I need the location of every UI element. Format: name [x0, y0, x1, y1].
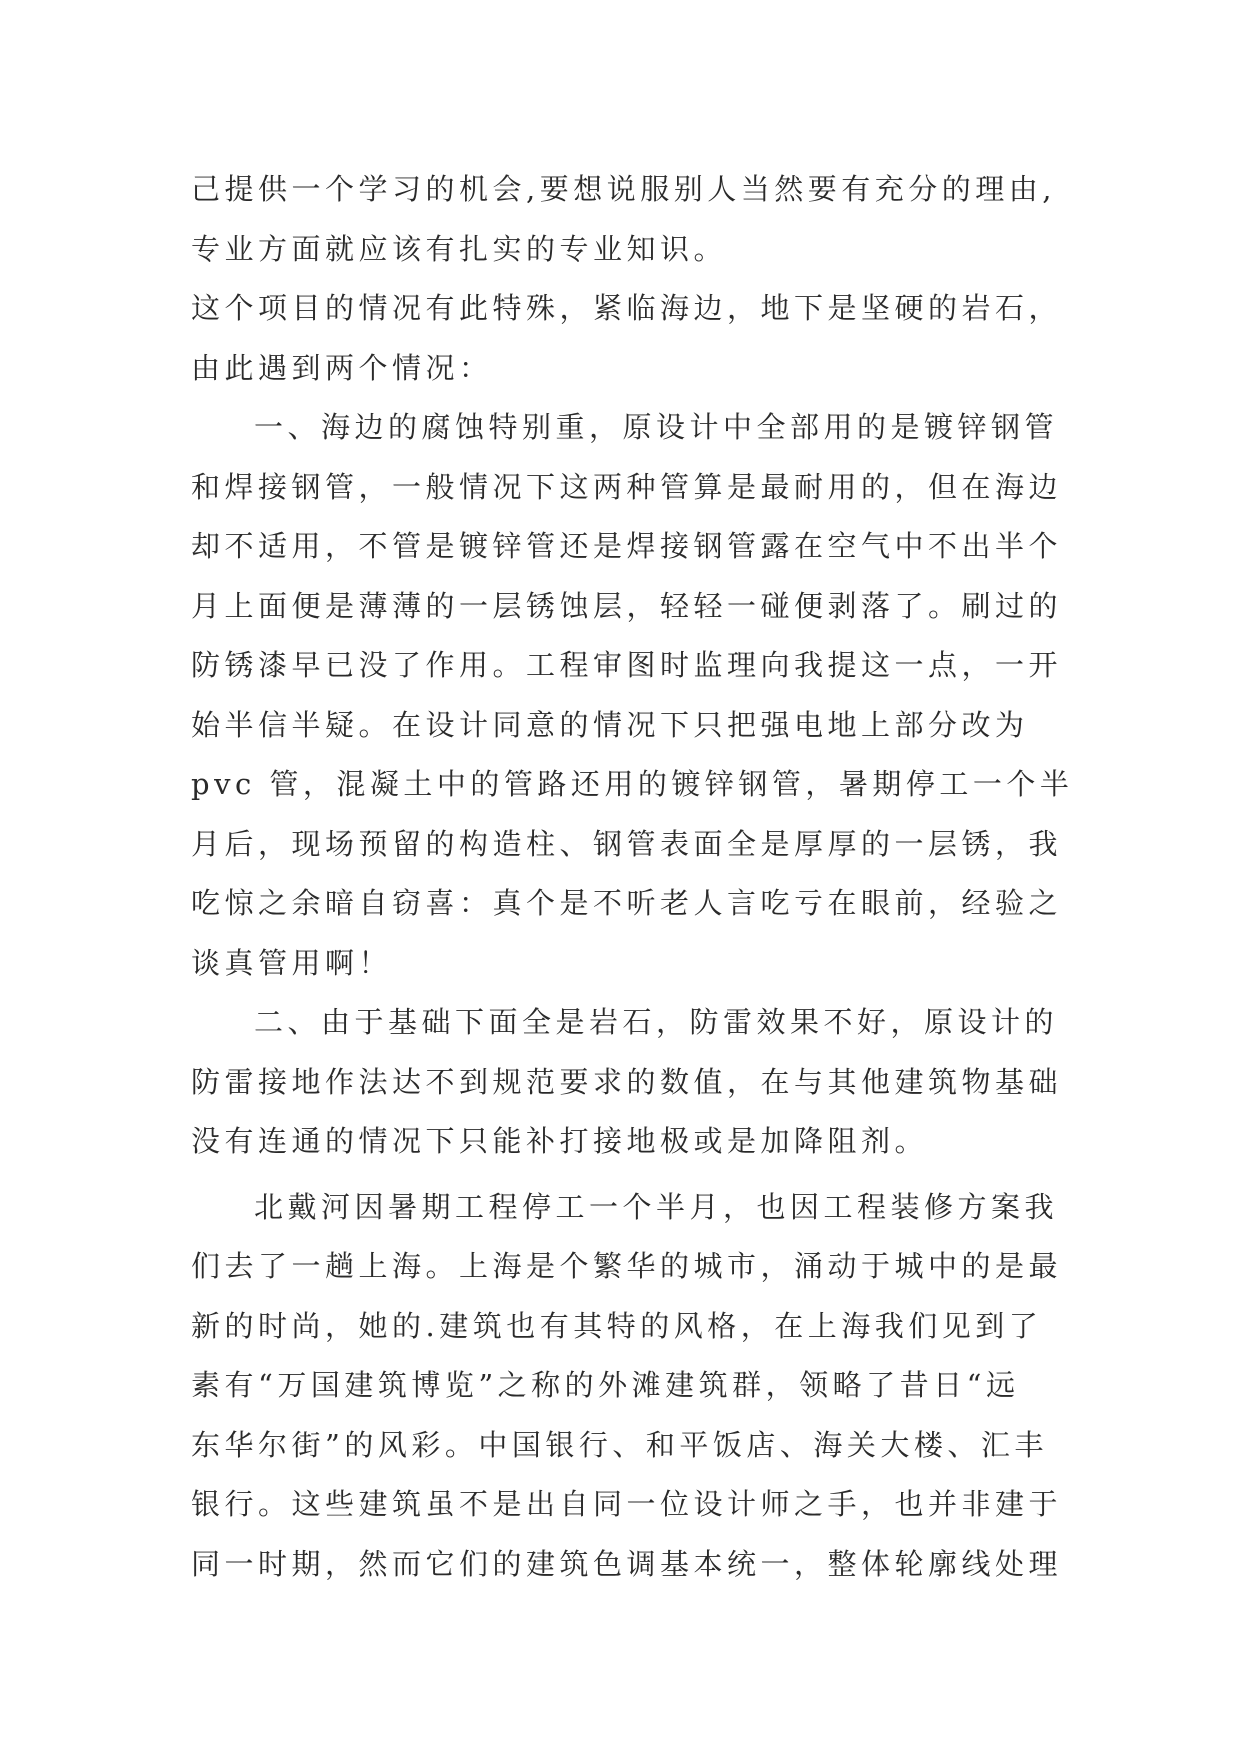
text-line: 银行。这些建筑虽不是出自同一位设计师之手，也并非建于	[191, 1487, 1063, 1521]
text-line: 却不适用，不管是镀锌管还是焊接钢管露在空气中不出半个	[191, 529, 1063, 563]
text-line: 由此遇到两个情况：	[191, 350, 493, 385]
paragraph	[191, 993, 1071, 1172]
paragraph	[191, 160, 1071, 279]
text-line: 们去了一趟上海。上海是个繁华的城市，涌动于城中的是最	[191, 1249, 1063, 1283]
text-line: 月上面便是薄薄的一层锈蚀层，轻轻一碰便剥落了。刷过的	[191, 588, 1063, 623]
text-line: 专业方面就应该有扎实的专业知识。	[191, 231, 728, 266]
text-line: 防雷接地作法达不到规范要求的数值，在与其他建筑物基础	[191, 1064, 1063, 1099]
text-line: 北戴河因暑期工程停工一个半月，也因工程装修方案我	[254, 1189, 1059, 1224]
text-line: 新的时尚，她的.建筑也有其特的风格，在上海我们见到了	[191, 1308, 1043, 1343]
text-line: 没有连通的情况下只能补打接地极或是加降阻剂。	[191, 1124, 929, 1158]
text-line: 素有“万国建筑博览”之称的外滩建筑群，领略了昔日“远	[191, 1368, 1020, 1402]
text-line: 一、海边的腐蚀特别重，原设计中全部用的是镀锌钢管	[254, 410, 1059, 444]
text-line: pvc 管，混凝土中的管路还用的镀锌钢管，暑期停工一个半	[191, 767, 1074, 801]
paragraph	[191, 279, 1071, 398]
text-line: 己提供一个学习的机会,要想说服别人当然要有充分的理由,	[191, 172, 1056, 206]
text-line: 东华尔街”的风彩。中国银行、和平饭店、海关大楼、汇丰	[191, 1427, 1048, 1462]
text-line: 这个项目的情况有此特殊，紧临海边，地下是坚硬的岩石，	[191, 291, 1063, 325]
paragraph	[191, 1178, 1071, 1595]
text-line: 防锈漆早已没了作用。工程审图时监理向我提这一点，一开	[191, 648, 1063, 682]
document-body	[191, 160, 1074, 1594]
text-line: 月后，现场预留的构造柱、钢管表面全是厚厚的一层锈，我	[191, 826, 1063, 861]
text-line: 和焊接钢管，一般情况下这两种管算是最耐用的，但在海边	[191, 469, 1063, 504]
text-line: 谈真管用啊！	[191, 945, 393, 980]
text-line: 二、由于基础下面全是岩石，防雷效果不好，原设计的	[254, 1005, 1059, 1039]
text-line: 吃惊之余暗自窃喜：真个是不听老人言吃亏在眼前，经验之	[191, 886, 1063, 920]
paragraph	[191, 398, 1074, 993]
text-line: 始半信半疑。在设计同意的情况下只把强电地上部分改为	[191, 707, 1029, 742]
text-line: 同一时期，然而它们的建筑色调基本统一，整体轮廓线处理	[191, 1546, 1063, 1581]
